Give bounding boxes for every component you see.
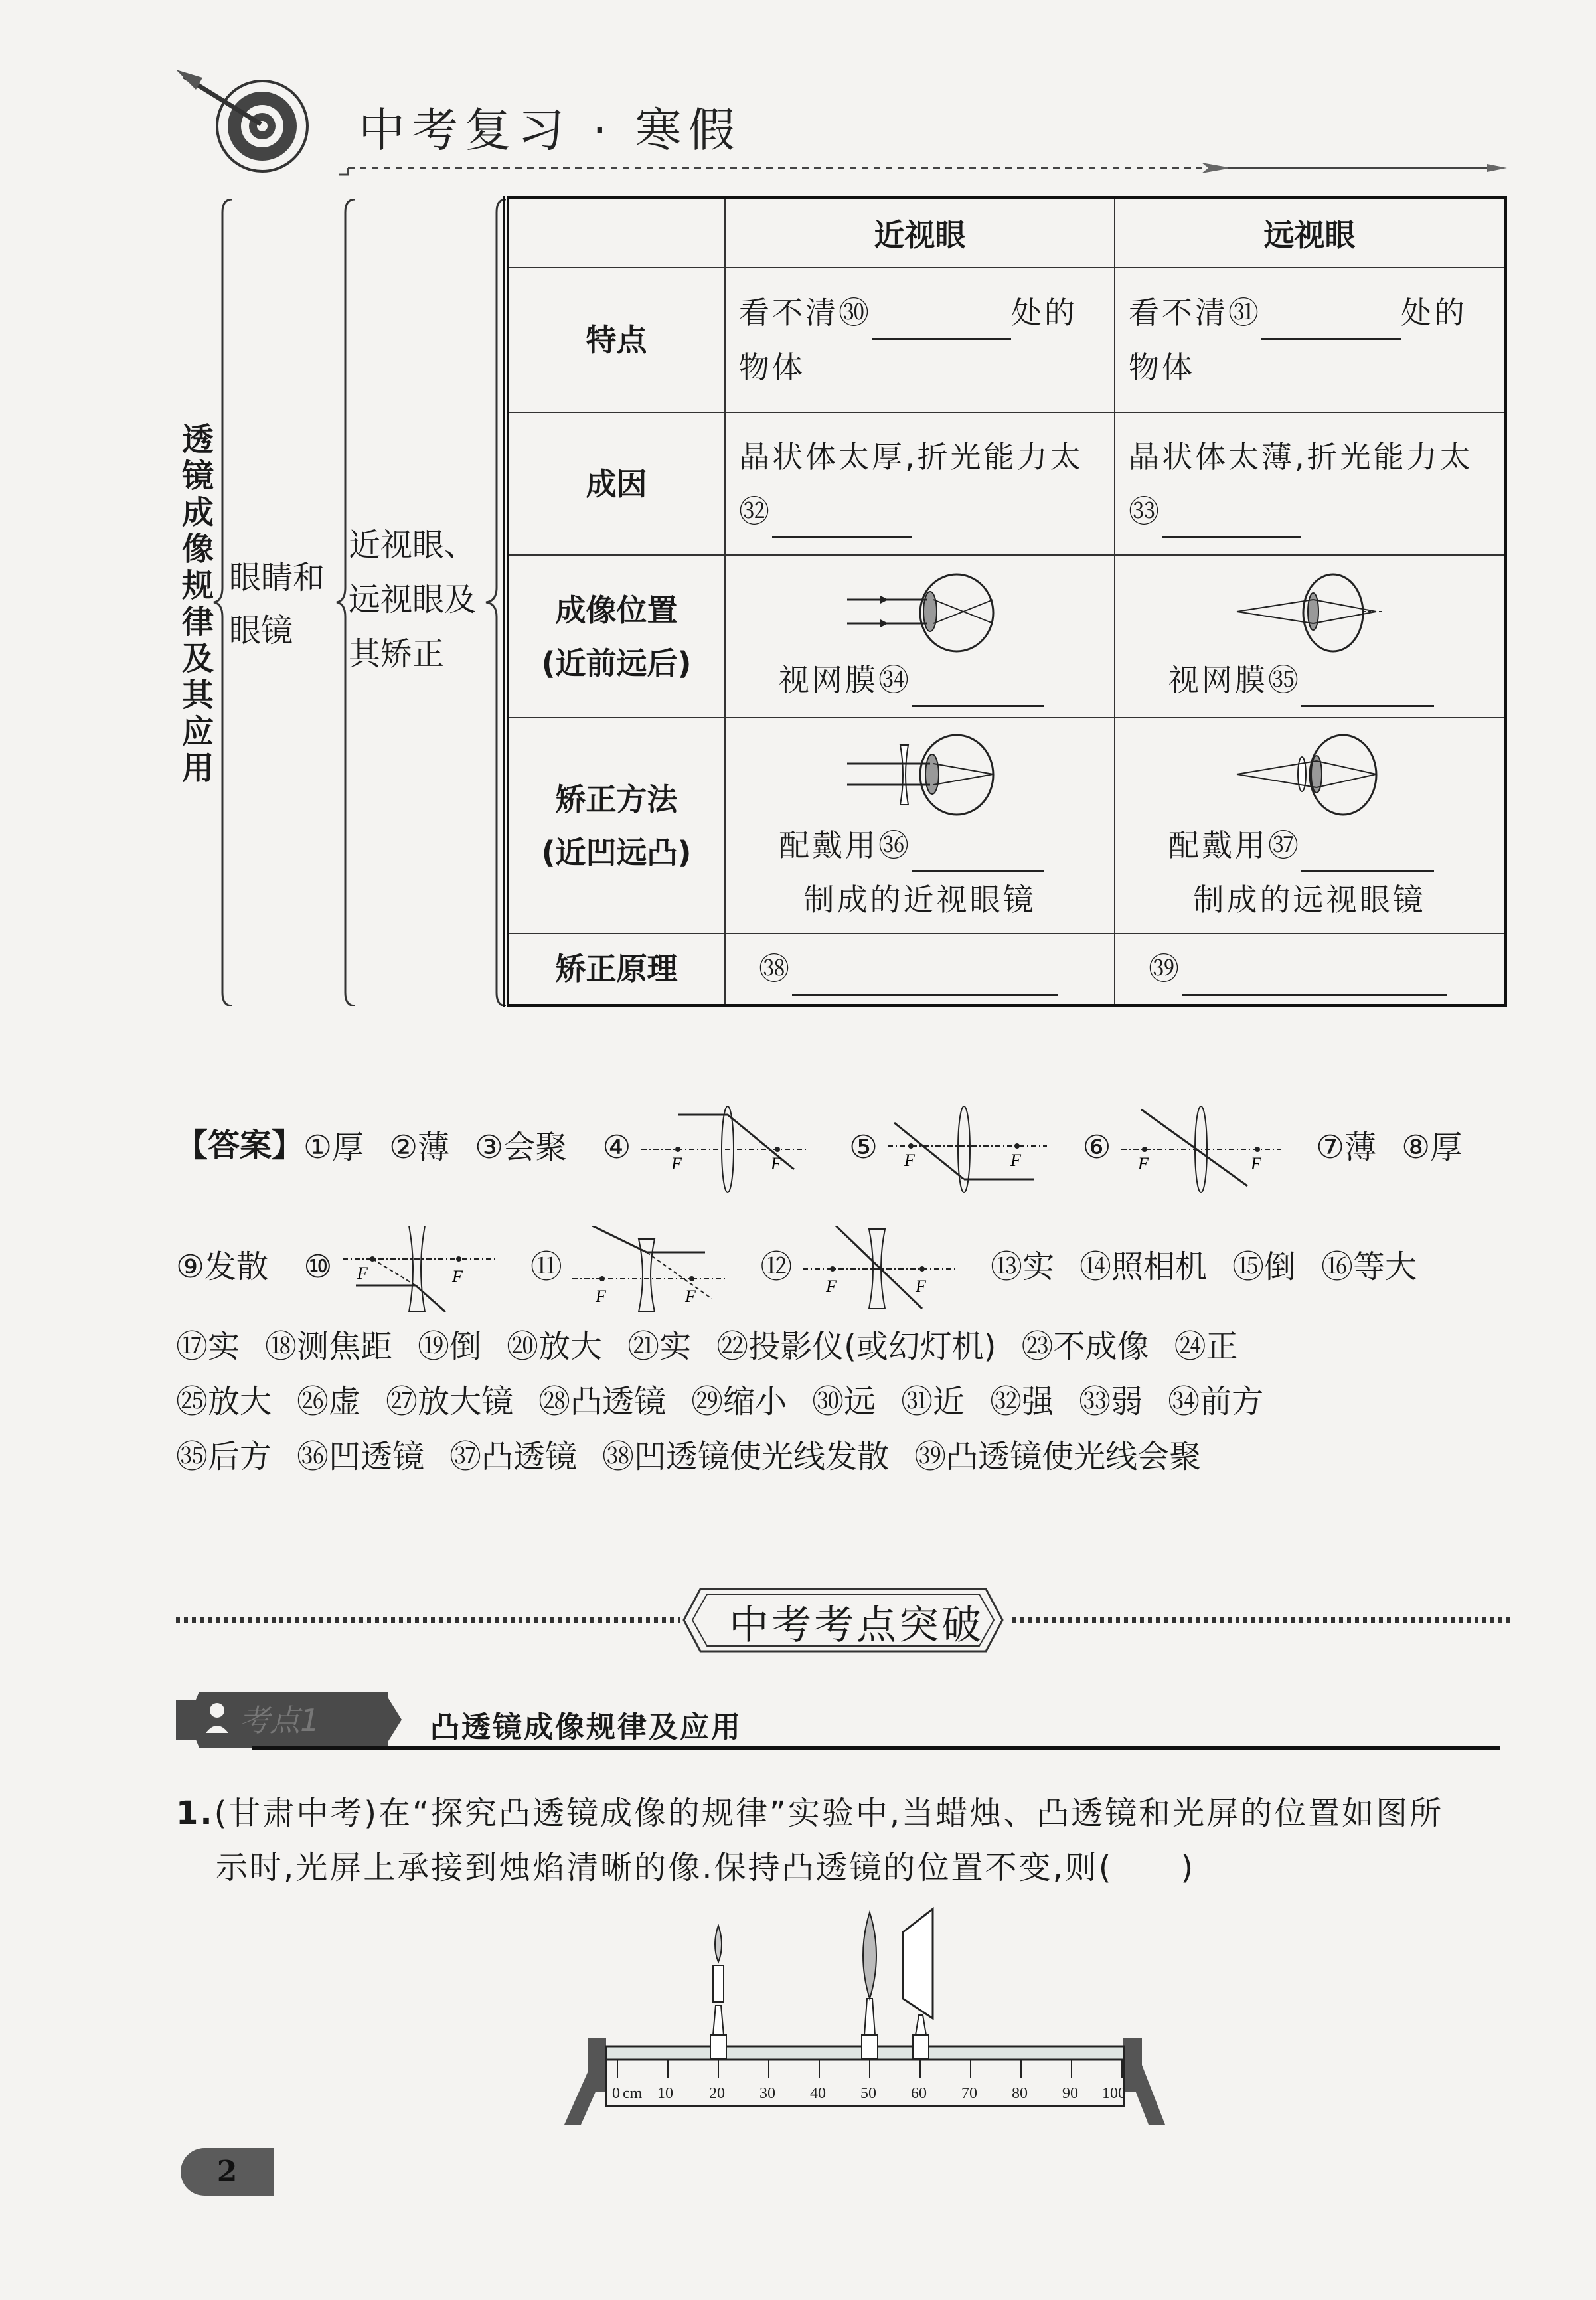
svg-text:90: 90 xyxy=(1062,2085,1078,2102)
svg-text:F: F xyxy=(671,1154,682,1173)
eye-comparison-table xyxy=(503,196,1507,1007)
answers-line-5: ㉟后方 ㊱凹透镜 ㊲凸透镜 ㊳凹透镜使光线发散 ㊴凸透镜使光线会聚 xyxy=(176,1438,1202,1475)
header-dashed-rule xyxy=(339,163,1507,176)
fill-blank-31[interactable] xyxy=(1261,307,1401,340)
answers-line-1: 【答案】①厚 ②薄 ③会聚 ④ F F ⑤ F F ⑥ F F ⑦薄 ⑧厚 xyxy=(176,1089,1487,1202)
svg-text:F: F xyxy=(1137,1154,1149,1173)
myopia-corrected-eye-diagram xyxy=(834,732,1006,818)
fill-blank-33[interactable] xyxy=(1162,506,1301,538)
question-1 xyxy=(176,1786,1510,1895)
page-title: 中考复习 · 寒假 xyxy=(359,103,742,157)
svg-text:30: 30 xyxy=(759,2085,775,2102)
myopia-eye-diagram xyxy=(834,573,1006,653)
column-header-myopia: 近视眼 xyxy=(725,198,1115,268)
table-header-row xyxy=(506,198,1506,268)
fill-blank-30[interactable] xyxy=(872,307,1011,340)
target-arrow-icon xyxy=(176,63,315,176)
fill-blank-36[interactable] xyxy=(912,840,1044,872)
question-text-line1: (甘肃中考)在“探究凸透镜成像的规律”实验中,当蜡烛、凸透镜和光屏的位置如图所 xyxy=(214,1795,1444,1832)
table-row-cause xyxy=(506,412,1506,555)
svg-text:F: F xyxy=(825,1277,837,1296)
myopia-image-position: 视网膜㉞ xyxy=(725,555,1115,718)
concave-lens-ray-diagram-12 xyxy=(803,1226,955,1312)
svg-text:F: F xyxy=(770,1154,781,1173)
topic-rule xyxy=(252,1746,1500,1750)
row-label: 成因 xyxy=(506,412,725,555)
topic-title: 凸透镜成像规律及应用 xyxy=(430,1710,742,1744)
svg-text:60: 60 xyxy=(911,2085,927,2102)
svg-text:0: 0 xyxy=(612,2085,620,2102)
fill-blank-39[interactable] xyxy=(1182,963,1447,996)
answers-line-4: ㉕放大 ㉖虚 ㉗放大镜 ㉘凸透镜 ㉙缩小 ㉚远 ㉛近 ㉜强 ㉝弱 ㉞前方 xyxy=(176,1383,1264,1420)
row-label: 成像位置 (近前远后) xyxy=(506,555,725,718)
row-label: 矫正方法 (近凹远凸) xyxy=(506,718,725,934)
svg-text:40: 40 xyxy=(810,2085,826,2102)
myopia-correction: 配戴用㊱ 制成的近视眼镜 xyxy=(725,718,1115,934)
outline-level2-label: 眼睛和眼镜 xyxy=(229,559,325,649)
hyperopia-cause: 晶状体太薄,折光能力太㉝ xyxy=(1115,412,1506,555)
row-label: 矫正原理 xyxy=(506,934,725,1005)
svg-text:F: F xyxy=(596,1287,607,1306)
hyperopia-image-position: 视网膜㉟ xyxy=(1115,555,1506,718)
hyperopia-features: 看不清㉛ 处的物体 xyxy=(1115,268,1506,412)
fill-blank-35[interactable] xyxy=(1301,675,1434,707)
svg-text:10: 10 xyxy=(657,2085,673,2102)
svg-text:F: F xyxy=(451,1267,463,1286)
answer-11-diagram: ⑪ F F xyxy=(530,1217,725,1317)
convex-lens-ray-diagram-6 xyxy=(1121,1103,1281,1196)
svg-text:F: F xyxy=(1250,1154,1261,1173)
svg-text:F: F xyxy=(915,1277,926,1296)
myopia-cause: 晶状体太厚,折光能力太㉜ xyxy=(725,412,1115,555)
svg-text:100: 100 xyxy=(1102,2085,1126,2102)
fill-blank-32[interactable] xyxy=(772,506,912,538)
table-row-image-position xyxy=(506,555,1506,718)
myopia-features: 看不清㉚ 处的物体 xyxy=(725,268,1115,412)
svg-text:70: 70 xyxy=(961,2085,977,2102)
answer-5-diagram: ⑤ F F xyxy=(849,1091,1047,1204)
answer-12-diagram: ⑫ F F xyxy=(760,1217,955,1317)
svg-text:F: F xyxy=(1010,1151,1022,1170)
svg-text:cm: cm xyxy=(623,2085,643,2102)
row-label: 特点 xyxy=(506,268,725,412)
svg-text:F: F xyxy=(357,1264,368,1283)
myopia-principle: ㊳ xyxy=(725,934,1115,1005)
answer-6-diagram: ⑥ F F xyxy=(1083,1091,1281,1204)
hyperopia-correction: 配戴用㊲ 制成的远视眼镜 xyxy=(1115,718,1506,934)
svg-text:50: 50 xyxy=(860,2085,876,2102)
column-header-hyperopia: 远视眼 xyxy=(1115,198,1506,268)
hyperopia-principle: ㊴ xyxy=(1115,934,1506,1005)
concave-lens-ray-diagram-10 xyxy=(343,1226,495,1312)
answers-heading: 【答案】 xyxy=(176,1127,304,1164)
table-row-principle xyxy=(506,934,1506,1005)
answer-10-diagram: ⑩ F F xyxy=(303,1217,495,1317)
svg-text:20: 20 xyxy=(709,2085,725,2102)
optical-bench-figure xyxy=(551,1906,1182,2131)
section-title: 中考考点突破 xyxy=(729,1602,984,1649)
answers-line-3: ⑰实 ⑱测焦距 ⑲倒 ⑳放大 ㉑实 ㉒投影仪(或幻灯机) ㉓不成像 ㉔正 xyxy=(176,1328,1238,1365)
hyperopia-corrected-eye-diagram xyxy=(1224,732,1396,818)
convex-lens-icon xyxy=(862,1912,878,2058)
svg-text:F: F xyxy=(904,1151,916,1170)
outline-level3-label: 近视眼、远视眼及其矫正 xyxy=(349,527,477,673)
person-icon xyxy=(210,1703,224,1718)
svg-text:80: 80 xyxy=(1012,2085,1028,2102)
fill-blank-37[interactable] xyxy=(1301,840,1434,872)
answer-4-diagram: ④ F F xyxy=(602,1091,813,1204)
light-screen-icon xyxy=(903,1909,933,2058)
question-number: 1. xyxy=(176,1795,214,1832)
question-text-line2: 示时,光屏上承接到烛焰清晰的像.保持凸透镜的位置不变,则( ) xyxy=(216,1849,1196,1886)
convex-lens-ray-diagram-5 xyxy=(888,1103,1047,1196)
table-row-correction xyxy=(506,718,1506,934)
topic-tag-label: 考点1 xyxy=(239,1702,320,1738)
answers-line-2: ⑨发散 ⑩ F F ⑪ F F ⑫ F F ⑬实 ⑭照相机 ⑮倒 ⑯等大 xyxy=(176,1215,1442,1315)
outline-level1-label: 透镜成像规律及其应用 xyxy=(181,421,214,787)
candle-icon xyxy=(710,1926,726,2058)
svg-text:F: F xyxy=(685,1287,696,1306)
concave-lens-ray-diagram-11 xyxy=(572,1226,725,1312)
table-corner xyxy=(506,198,725,268)
fill-blank-38[interactable] xyxy=(792,963,1058,996)
hyperopia-eye-diagram xyxy=(1224,573,1396,653)
page-number: 2 xyxy=(181,2148,274,2196)
fill-blank-34[interactable] xyxy=(912,675,1044,707)
table-row-features xyxy=(506,268,1506,412)
convex-lens-ray-diagram-4 xyxy=(641,1103,814,1196)
